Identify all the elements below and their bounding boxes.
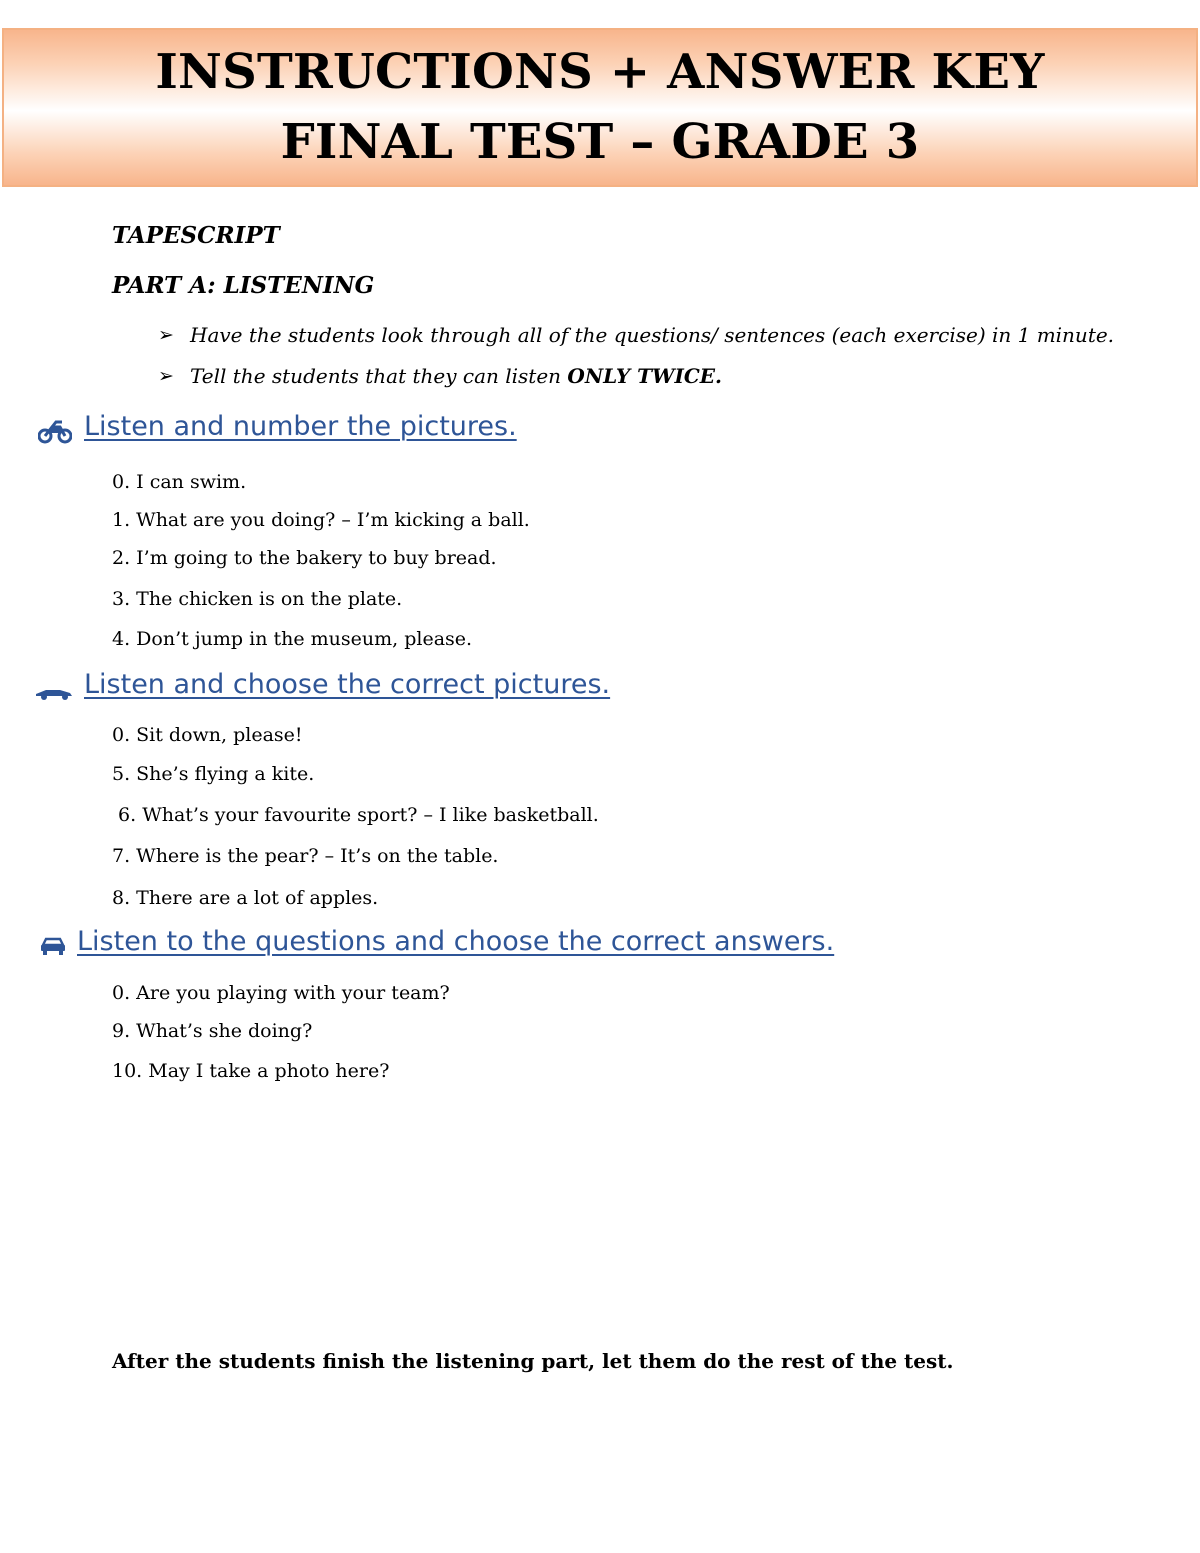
- section-2-line: 7. Where is the pear? – It’s on the table.: [112, 845, 499, 867]
- car-icon: [40, 936, 66, 956]
- tapescript-label: TAPESCRIPT: [112, 222, 280, 249]
- section-2-line: 5. She’s flying a kite.: [112, 763, 315, 785]
- instruction-item-2-text: Tell the students that they can listen: [190, 364, 568, 388]
- instruction-item-1: Have the students look through all of the questions/ sentences (each exercise) in 1 minute.: [190, 323, 1115, 347]
- section-2-line: 6. What’s your favourite sport? – I like basketball.: [112, 804, 599, 826]
- footer-note: After the students finish the listening part, let them do the rest of the test.: [112, 1349, 954, 1373]
- section-3-line: 9. What’s she doing?: [112, 1020, 313, 1042]
- section-2-line: 8. There are a lot of apples.: [112, 887, 379, 909]
- section-1-line: 1. What are you doing? – I’m kicking a ball.: [112, 509, 530, 531]
- title-line-2: FINAL TEST – GRADE 3: [280, 114, 920, 170]
- motorcycle-icon: [38, 418, 72, 444]
- section-2-heading: Listen and choose the correct pictures.: [84, 669, 611, 700]
- section-3-line: 0. Are you playing with your team?: [112, 982, 450, 1004]
- instruction-item-2: [190, 364, 722, 388]
- section-1-line: 3. The chicken is on the plate.: [112, 588, 403, 610]
- part-a-label: PART A: LISTENING: [112, 272, 375, 299]
- instruction-item-2-emphasis: ONLY TWICE.: [567, 364, 722, 388]
- section-1-line: 2. I’m going to the bakery to buy bread.: [112, 547, 497, 569]
- section-1-heading: Listen and number the pictures.: [84, 411, 517, 442]
- title-line-1: INSTRUCTIONS + ANSWER KEY: [155, 44, 1045, 100]
- arrow-bullet-icon: ➢: [158, 324, 174, 346]
- section-1-line: 0. I can swim.: [112, 471, 247, 493]
- section-3-heading: Listen to the questions and choose the correct answers.: [77, 926, 835, 957]
- arrow-bullet-icon: ➢: [158, 365, 174, 387]
- section-2-line: 0. Sit down, please!: [112, 724, 303, 746]
- race-car-icon: [34, 684, 74, 700]
- section-1-line: 4. Don’t jump in the museum, please.: [112, 628, 473, 650]
- section-3-line: 10. May I take a photo here?: [112, 1060, 390, 1082]
